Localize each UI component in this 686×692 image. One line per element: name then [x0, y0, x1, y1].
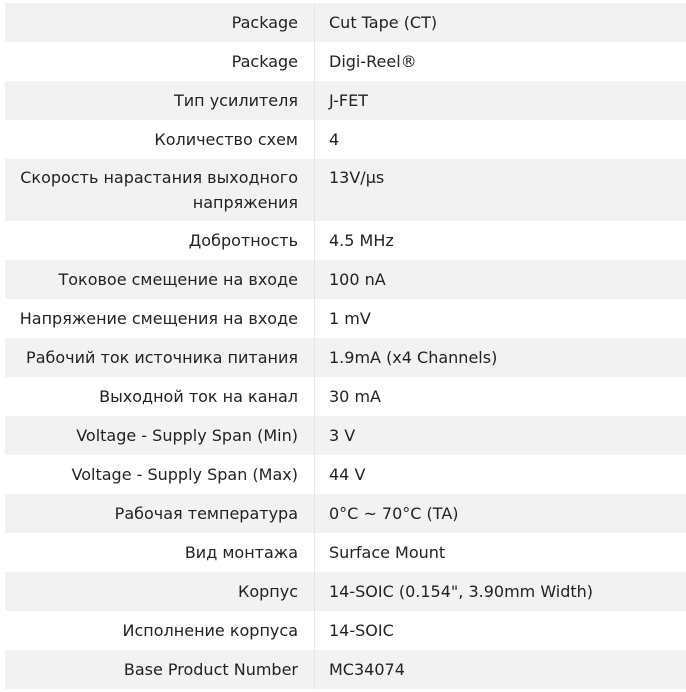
- spec-label: Тип усилителя: [5, 81, 315, 120]
- spec-label: Voltage - Supply Span (Min): [5, 416, 315, 455]
- spec-label: Количество схем: [5, 120, 315, 159]
- spec-row-operating-temperature: [5, 494, 686, 533]
- spec-value: Surface Mount: [329, 543, 446, 562]
- spec-label: Package: [5, 42, 315, 81]
- spec-value: 14-SOIC: [329, 621, 394, 640]
- spec-row-output-current: [5, 377, 686, 416]
- spec-value: 1.9mA (x4 Channels): [329, 348, 498, 367]
- spec-label: Рабочая температура: [5, 494, 315, 533]
- spec-row-input-offset-voltage: [5, 299, 686, 338]
- spec-label: Исполнение корпуса: [5, 611, 315, 650]
- spec-table: [5, 3, 686, 689]
- spec-row-supplier-package: [5, 611, 686, 650]
- spec-row-gain-bandwidth: [5, 221, 686, 260]
- spec-label: Вид монтажа: [5, 533, 315, 572]
- spec-value: 3 V: [329, 426, 356, 445]
- spec-row-amplifier-type: [5, 81, 686, 120]
- spec-row-supply-span-max: [5, 455, 686, 494]
- spec-value: 44 V: [329, 465, 366, 484]
- spec-label: Package: [5, 3, 315, 42]
- spec-value: 100 nA: [329, 270, 386, 289]
- spec-value: 30 mA: [329, 387, 381, 406]
- spec-value: 13V/µs: [329, 168, 385, 187]
- spec-row-package-case: [5, 572, 686, 611]
- spec-value: 4.5 MHz: [329, 231, 394, 250]
- spec-label: Скорость нарастания выходного напряжения: [5, 159, 315, 221]
- spec-label: Напряжение смещения на входе: [5, 299, 315, 338]
- spec-label: Voltage - Supply Span (Max): [5, 455, 315, 494]
- spec-row-mounting-type: [5, 533, 686, 572]
- spec-value: 14-SOIC (0.154", 3.90mm Width): [329, 582, 594, 601]
- spec-label: Base Product Number: [5, 650, 315, 689]
- spec-value: 1 mV: [329, 309, 371, 328]
- spec-row-supply-span-min: [5, 416, 686, 455]
- spec-label: Выходной ток на канал: [5, 377, 315, 416]
- spec-value: Cut Tape (CT): [329, 13, 438, 32]
- spec-value: J-FET: [329, 91, 369, 110]
- spec-value: MC34074: [329, 660, 405, 679]
- spec-row-supply-current: [5, 338, 686, 377]
- spec-row-package-digireel: [5, 42, 686, 81]
- spec-row-package-ct: [5, 3, 686, 42]
- spec-label: Рабочий ток источника питания: [5, 338, 315, 377]
- spec-label: Токовое смещение на входе: [5, 260, 315, 299]
- spec-row-circuit-count: [5, 120, 686, 159]
- spec-label: Добротность: [5, 221, 315, 260]
- spec-row-input-bias-current: [5, 260, 686, 299]
- spec-row-slew-rate: [5, 159, 686, 221]
- spec-value: Digi-Reel®: [329, 52, 417, 71]
- spec-value: 0°C ~ 70°C (TA): [329, 504, 459, 523]
- spec-row-base-product-number: [5, 650, 686, 689]
- spec-value: 4: [329, 130, 340, 149]
- spec-label: Корпус: [5, 572, 315, 611]
